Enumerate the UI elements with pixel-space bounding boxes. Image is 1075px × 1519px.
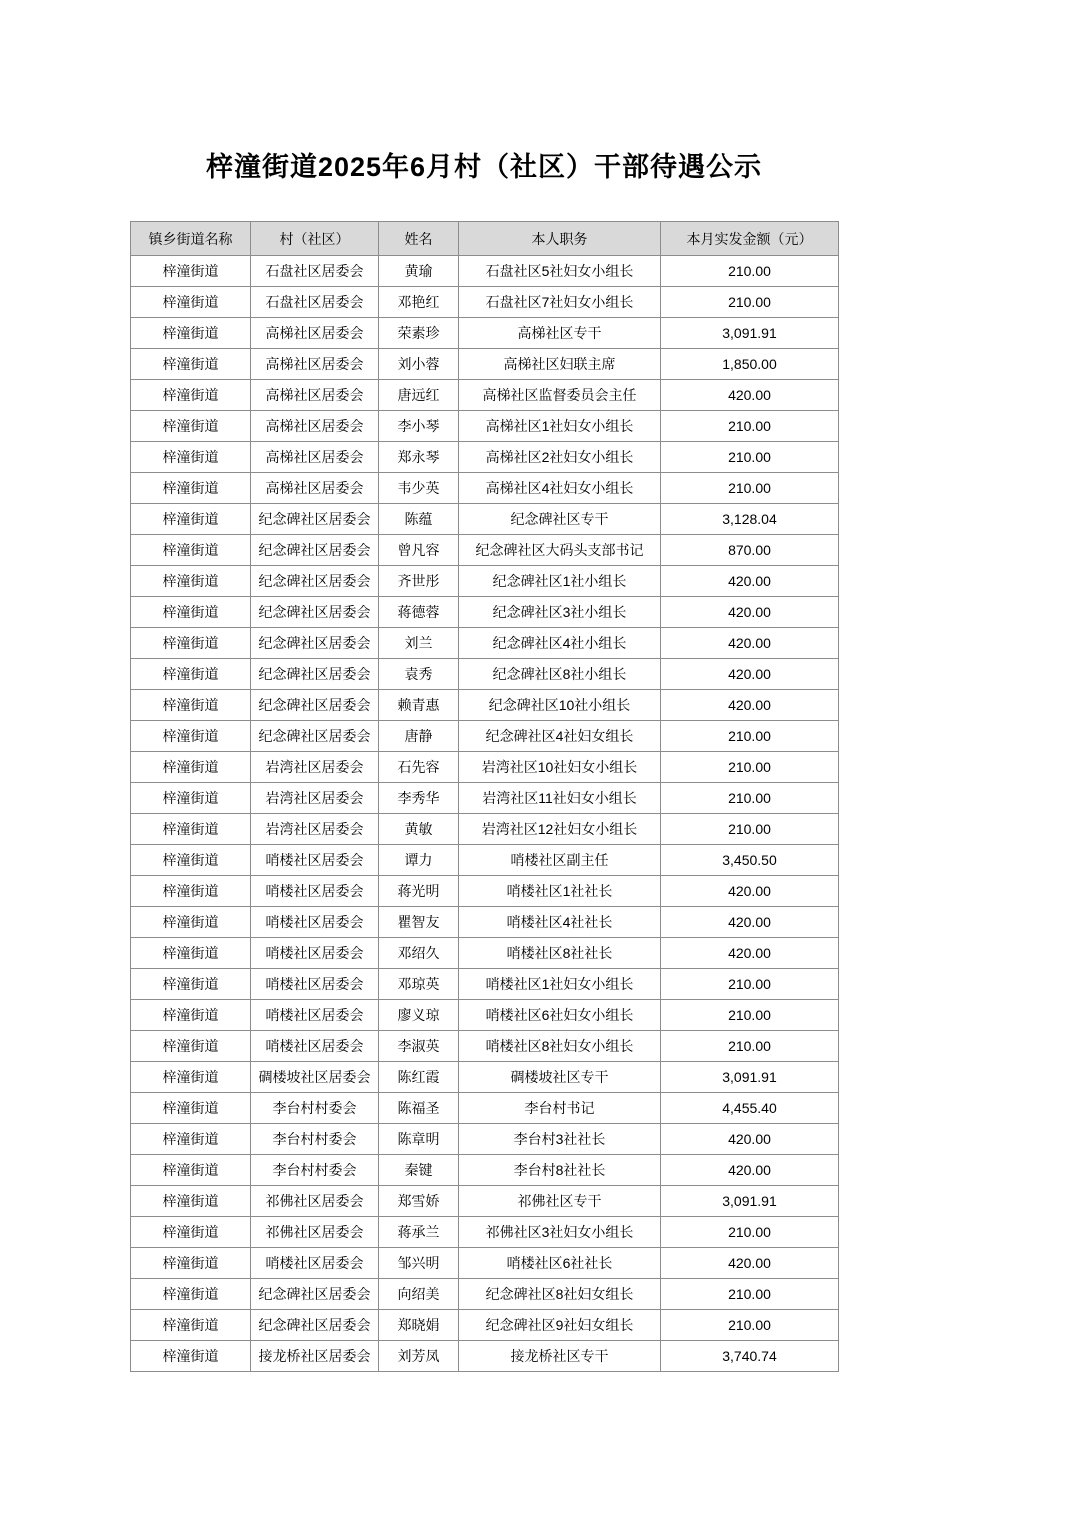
table-cell: 纪念碑社区大码头支部书记 (459, 535, 661, 566)
table-cell: 梓潼街道 (131, 411, 251, 442)
table-cell: 陈蕴 (379, 504, 459, 535)
table-cell: 碉楼坡社区居委会 (251, 1062, 379, 1093)
table-cell: 梓潼街道 (131, 907, 251, 938)
table-cell: 梓潼街道 (131, 659, 251, 690)
table-cell: 石盘社区居委会 (251, 287, 379, 318)
table-cell: 赖青惠 (379, 690, 459, 721)
table-cell: 梓潼街道 (131, 535, 251, 566)
table-row (131, 318, 839, 349)
table-cell: 210.00 (661, 256, 839, 287)
table-cell: 齐世彤 (379, 566, 459, 597)
table-cell: 李台村村委会 (251, 1155, 379, 1186)
table-cell: 梓潼街道 (131, 1093, 251, 1124)
table-cell: 梓潼街道 (131, 597, 251, 628)
table-row (131, 628, 839, 659)
table-row (131, 411, 839, 442)
table-cell: 高梯社区妇联主席 (459, 349, 661, 380)
table-cell: 1,850.00 (661, 349, 839, 380)
table-cell: 李台村8社社长 (459, 1155, 661, 1186)
table-cell: 接龙桥社区居委会 (251, 1341, 379, 1372)
table-cell: 420.00 (661, 628, 839, 659)
table-cell: 谭力 (379, 845, 459, 876)
table-cell: 420.00 (661, 659, 839, 690)
table-cell: 梓潼街道 (131, 721, 251, 752)
table-cell: 刘兰 (379, 628, 459, 659)
table-cell: 李秀华 (379, 783, 459, 814)
table-cell: 3,450.50 (661, 845, 839, 876)
table-cell: 哨楼社区居委会 (251, 938, 379, 969)
table-cell: 210.00 (661, 1279, 839, 1310)
table-cell: 韦少英 (379, 473, 459, 504)
table-cell: 梓潼街道 (131, 1341, 251, 1372)
table-cell: 420.00 (661, 597, 839, 628)
table-cell: 纪念碑社区居委会 (251, 566, 379, 597)
table-cell: 梓潼街道 (131, 1279, 251, 1310)
header-person-name: 姓名 (379, 222, 459, 256)
table-cell: 哨楼社区8社社长 (459, 938, 661, 969)
table-row (131, 1310, 839, 1341)
table-cell: 荣素珍 (379, 318, 459, 349)
table-row (131, 752, 839, 783)
table-row (131, 1124, 839, 1155)
table-cell: 纪念碑社区居委会 (251, 659, 379, 690)
table-row (131, 256, 839, 287)
table-cell: 梓潼街道 (131, 504, 251, 535)
table-cell: 郑永琴 (379, 442, 459, 473)
table-cell: 纪念碑社区居委会 (251, 1310, 379, 1341)
table-cell: 岩湾社区12社妇女小组长 (459, 814, 661, 845)
table-cell: 陈章明 (379, 1124, 459, 1155)
table-cell: 岩湾社区居委会 (251, 752, 379, 783)
table-cell: 黄敏 (379, 814, 459, 845)
table-cell: 梓潼街道 (131, 1248, 251, 1279)
table-cell: 哨楼社区1社妇女小组长 (459, 969, 661, 1000)
table-row (131, 349, 839, 380)
table-cell: 向绍美 (379, 1279, 459, 1310)
table-cell: 郑晓娟 (379, 1310, 459, 1341)
table-cell: 420.00 (661, 907, 839, 938)
table-cell: 210.00 (661, 1217, 839, 1248)
table-cell: 420.00 (661, 566, 839, 597)
table-cell: 3,091.91 (661, 318, 839, 349)
table-cell: 梓潼街道 (131, 783, 251, 814)
table-cell: 祁佛社区3社妇女小组长 (459, 1217, 661, 1248)
table-row (131, 1279, 839, 1310)
table-cell: 石盘社区7社妇女小组长 (459, 287, 661, 318)
table-cell: 岩湾社区10社妇女小组长 (459, 752, 661, 783)
table-cell: 哨楼社区居委会 (251, 969, 379, 1000)
table-cell: 刘小蓉 (379, 349, 459, 380)
document-content (130, 0, 838, 1372)
table-cell: 梓潼街道 (131, 1155, 251, 1186)
table-cell: 陈福圣 (379, 1093, 459, 1124)
table-cell: 高梯社区居委会 (251, 380, 379, 411)
table-cell: 纪念碑社区4社妇女组长 (459, 721, 661, 752)
table-cell: 唐静 (379, 721, 459, 752)
table-cell: 梓潼街道 (131, 287, 251, 318)
table-cell: 哨楼社区6社妇女小组长 (459, 1000, 661, 1031)
table-cell: 梓潼街道 (131, 1124, 251, 1155)
table-cell: 邓绍久 (379, 938, 459, 969)
table-cell: 李淑英 (379, 1031, 459, 1062)
table-cell: 210.00 (661, 814, 839, 845)
table-cell: 李台村村委会 (251, 1093, 379, 1124)
table-cell: 纪念碑社区居委会 (251, 535, 379, 566)
table-cell: 3,091.91 (661, 1186, 839, 1217)
table-cell: 纪念碑社区专干 (459, 504, 661, 535)
table-cell: 梓潼街道 (131, 473, 251, 504)
table-cell: 梓潼街道 (131, 566, 251, 597)
table-cell: 秦键 (379, 1155, 459, 1186)
table-cell: 高梯社区1社妇女小组长 (459, 411, 661, 442)
table-cell: 岩湾社区居委会 (251, 814, 379, 845)
table-row (131, 845, 839, 876)
table-cell: 纪念碑社区10社小组长 (459, 690, 661, 721)
table-cell: 李台村3社社长 (459, 1124, 661, 1155)
header-amount: 本月实发金额（元） (661, 222, 839, 256)
table-cell: 高梯社区居委会 (251, 411, 379, 442)
table-cell: 420.00 (661, 938, 839, 969)
header-street-name: 镇乡街道名称 (131, 222, 251, 256)
table-cell: 唐远红 (379, 380, 459, 411)
table-row (131, 597, 839, 628)
table-header-row (131, 222, 839, 256)
table-cell: 梓潼街道 (131, 1186, 251, 1217)
table-row (131, 1000, 839, 1031)
table-row (131, 473, 839, 504)
table-cell: 李台村书记 (459, 1093, 661, 1124)
table-cell: 210.00 (661, 752, 839, 783)
table-cell: 高梯社区居委会 (251, 473, 379, 504)
table-cell: 210.00 (661, 1000, 839, 1031)
table-cell: 哨楼社区居委会 (251, 907, 379, 938)
table-row (131, 659, 839, 690)
table-cell: 纪念碑社区1社小组长 (459, 566, 661, 597)
table-cell: 梓潼街道 (131, 1031, 251, 1062)
table-row (131, 1155, 839, 1186)
table-cell: 石先容 (379, 752, 459, 783)
table-cell: 哨楼社区1社社长 (459, 876, 661, 907)
table-cell: 梓潼街道 (131, 349, 251, 380)
table-cell: 祁佛社区专干 (459, 1186, 661, 1217)
table-row (131, 1062, 839, 1093)
table-body (131, 256, 839, 1372)
table-cell: 接龙桥社区专干 (459, 1341, 661, 1372)
table-row (131, 690, 839, 721)
table-cell: 邹兴明 (379, 1248, 459, 1279)
table-cell: 210.00 (661, 411, 839, 442)
table-cell: 陈红霞 (379, 1062, 459, 1093)
table-row (131, 1248, 839, 1279)
table-cell: 蒋承兰 (379, 1217, 459, 1248)
table-cell: 纪念碑社区3社小组长 (459, 597, 661, 628)
table-cell: 纪念碑社区居委会 (251, 504, 379, 535)
table-row (131, 1186, 839, 1217)
table-cell: 210.00 (661, 1031, 839, 1062)
table-cell: 3,740.74 (661, 1341, 839, 1372)
table-row (131, 380, 839, 411)
table-row (131, 566, 839, 597)
table-cell: 李台村村委会 (251, 1124, 379, 1155)
table-row (131, 504, 839, 535)
page-title: 梓潼街道2025年6月村（社区）干部待遇公示 (205, 152, 763, 182)
table-cell: 祁佛社区居委会 (251, 1186, 379, 1217)
table-cell: 纪念碑社区8社小组长 (459, 659, 661, 690)
table-cell: 420.00 (661, 380, 839, 411)
table-row (131, 721, 839, 752)
table-row (131, 876, 839, 907)
table-cell: 蒋光明 (379, 876, 459, 907)
table-cell: 邓琼英 (379, 969, 459, 1000)
table-cell: 高梯社区监督委员会主任 (459, 380, 661, 411)
table-cell: 哨楼社区6社社长 (459, 1248, 661, 1279)
table-cell: 210.00 (661, 1310, 839, 1341)
table-cell: 梓潼街道 (131, 690, 251, 721)
header-position: 本人职务 (459, 222, 661, 256)
table-cell: 哨楼社区居委会 (251, 876, 379, 907)
table-cell: 石盘社区居委会 (251, 256, 379, 287)
table-row (131, 907, 839, 938)
table-cell: 碉楼坡社区专干 (459, 1062, 661, 1093)
table-cell: 梓潼街道 (131, 1310, 251, 1341)
table-cell: 梓潼街道 (131, 1000, 251, 1031)
table-cell: 石盘社区5社妇女小组长 (459, 256, 661, 287)
table-row (131, 1341, 839, 1372)
table-cell: 420.00 (661, 1155, 839, 1186)
table-row (131, 1217, 839, 1248)
table-cell: 高梯社区2社妇女小组长 (459, 442, 661, 473)
table-cell: 黄瑜 (379, 256, 459, 287)
table-cell: 梓潼街道 (131, 442, 251, 473)
table-cell: 哨楼社区副主任 (459, 845, 661, 876)
table-cell: 梓潼街道 (131, 752, 251, 783)
table-cell: 瞿智友 (379, 907, 459, 938)
table-cell: 纪念碑社区9社妇女组长 (459, 1310, 661, 1341)
table-cell: 梓潼街道 (131, 814, 251, 845)
table-cell: 420.00 (661, 1124, 839, 1155)
table-row (131, 1093, 839, 1124)
table-cell: 420.00 (661, 1248, 839, 1279)
table-row (131, 814, 839, 845)
table-cell: 袁秀 (379, 659, 459, 690)
header-village-community: 村（社区） (251, 222, 379, 256)
table-cell: 420.00 (661, 690, 839, 721)
table-cell: 郑雪娇 (379, 1186, 459, 1217)
table-cell: 蒋德蓉 (379, 597, 459, 628)
table-row (131, 1031, 839, 1062)
table-cell: 420.00 (661, 876, 839, 907)
table-cell: 梓潼街道 (131, 969, 251, 1000)
salary-table (130, 221, 839, 1372)
table-cell: 哨楼社区居委会 (251, 1248, 379, 1279)
table-cell: 纪念碑社区居委会 (251, 597, 379, 628)
table-cell: 纪念碑社区8社妇女组长 (459, 1279, 661, 1310)
table-cell: 高梯社区居委会 (251, 318, 379, 349)
table-row (131, 287, 839, 318)
table-cell: 哨楼社区居委会 (251, 845, 379, 876)
table-row (131, 535, 839, 566)
table-cell: 岩湾社区居委会 (251, 783, 379, 814)
table-cell: 廖义琼 (379, 1000, 459, 1031)
table-row (131, 442, 839, 473)
table-cell: 210.00 (661, 783, 839, 814)
table-cell: 210.00 (661, 969, 839, 1000)
table-cell: 纪念碑社区居委会 (251, 690, 379, 721)
table-cell: 哨楼社区8社妇女小组长 (459, 1031, 661, 1062)
table-cell: 岩湾社区11社妇女小组长 (459, 783, 661, 814)
table-cell: 梓潼街道 (131, 845, 251, 876)
table-cell: 哨楼社区居委会 (251, 1031, 379, 1062)
table-cell: 梓潼街道 (131, 380, 251, 411)
table-cell: 高梯社区居委会 (251, 349, 379, 380)
table-cell: 4,455.40 (661, 1093, 839, 1124)
table-cell: 梓潼街道 (131, 628, 251, 659)
table-cell: 梓潼街道 (131, 318, 251, 349)
table-cell: 纪念碑社区居委会 (251, 628, 379, 659)
table-cell: 李小琴 (379, 411, 459, 442)
table-row (131, 938, 839, 969)
table-cell: 哨楼社区居委会 (251, 1000, 379, 1031)
table-cell: 刘芳凤 (379, 1341, 459, 1372)
table-cell: 870.00 (661, 535, 839, 566)
table-cell: 梓潼街道 (131, 876, 251, 907)
table-cell: 高梯社区专干 (459, 318, 661, 349)
table-cell: 梓潼街道 (131, 1062, 251, 1093)
table-row (131, 783, 839, 814)
table-cell: 梓潼街道 (131, 938, 251, 969)
table-cell: 梓潼街道 (131, 256, 251, 287)
table-cell: 210.00 (661, 473, 839, 504)
table-cell: 祁佛社区居委会 (251, 1217, 379, 1248)
table-cell: 3,091.91 (661, 1062, 839, 1093)
table-cell: 纪念碑社区4社小组长 (459, 628, 661, 659)
table-cell: 纪念碑社区居委会 (251, 721, 379, 752)
table-cell: 210.00 (661, 721, 839, 752)
table-cell: 高梯社区4社妇女小组长 (459, 473, 661, 504)
table-cell: 纪念碑社区居委会 (251, 1279, 379, 1310)
table-cell: 210.00 (661, 442, 839, 473)
table-cell: 哨楼社区4社社长 (459, 907, 661, 938)
table-cell: 梓潼街道 (131, 1217, 251, 1248)
table-cell: 曾凡容 (379, 535, 459, 566)
table-cell: 3,128.04 (661, 504, 839, 535)
table-cell: 高梯社区居委会 (251, 442, 379, 473)
table-row (131, 969, 839, 1000)
table-cell: 210.00 (661, 287, 839, 318)
table-cell: 邓艳红 (379, 287, 459, 318)
